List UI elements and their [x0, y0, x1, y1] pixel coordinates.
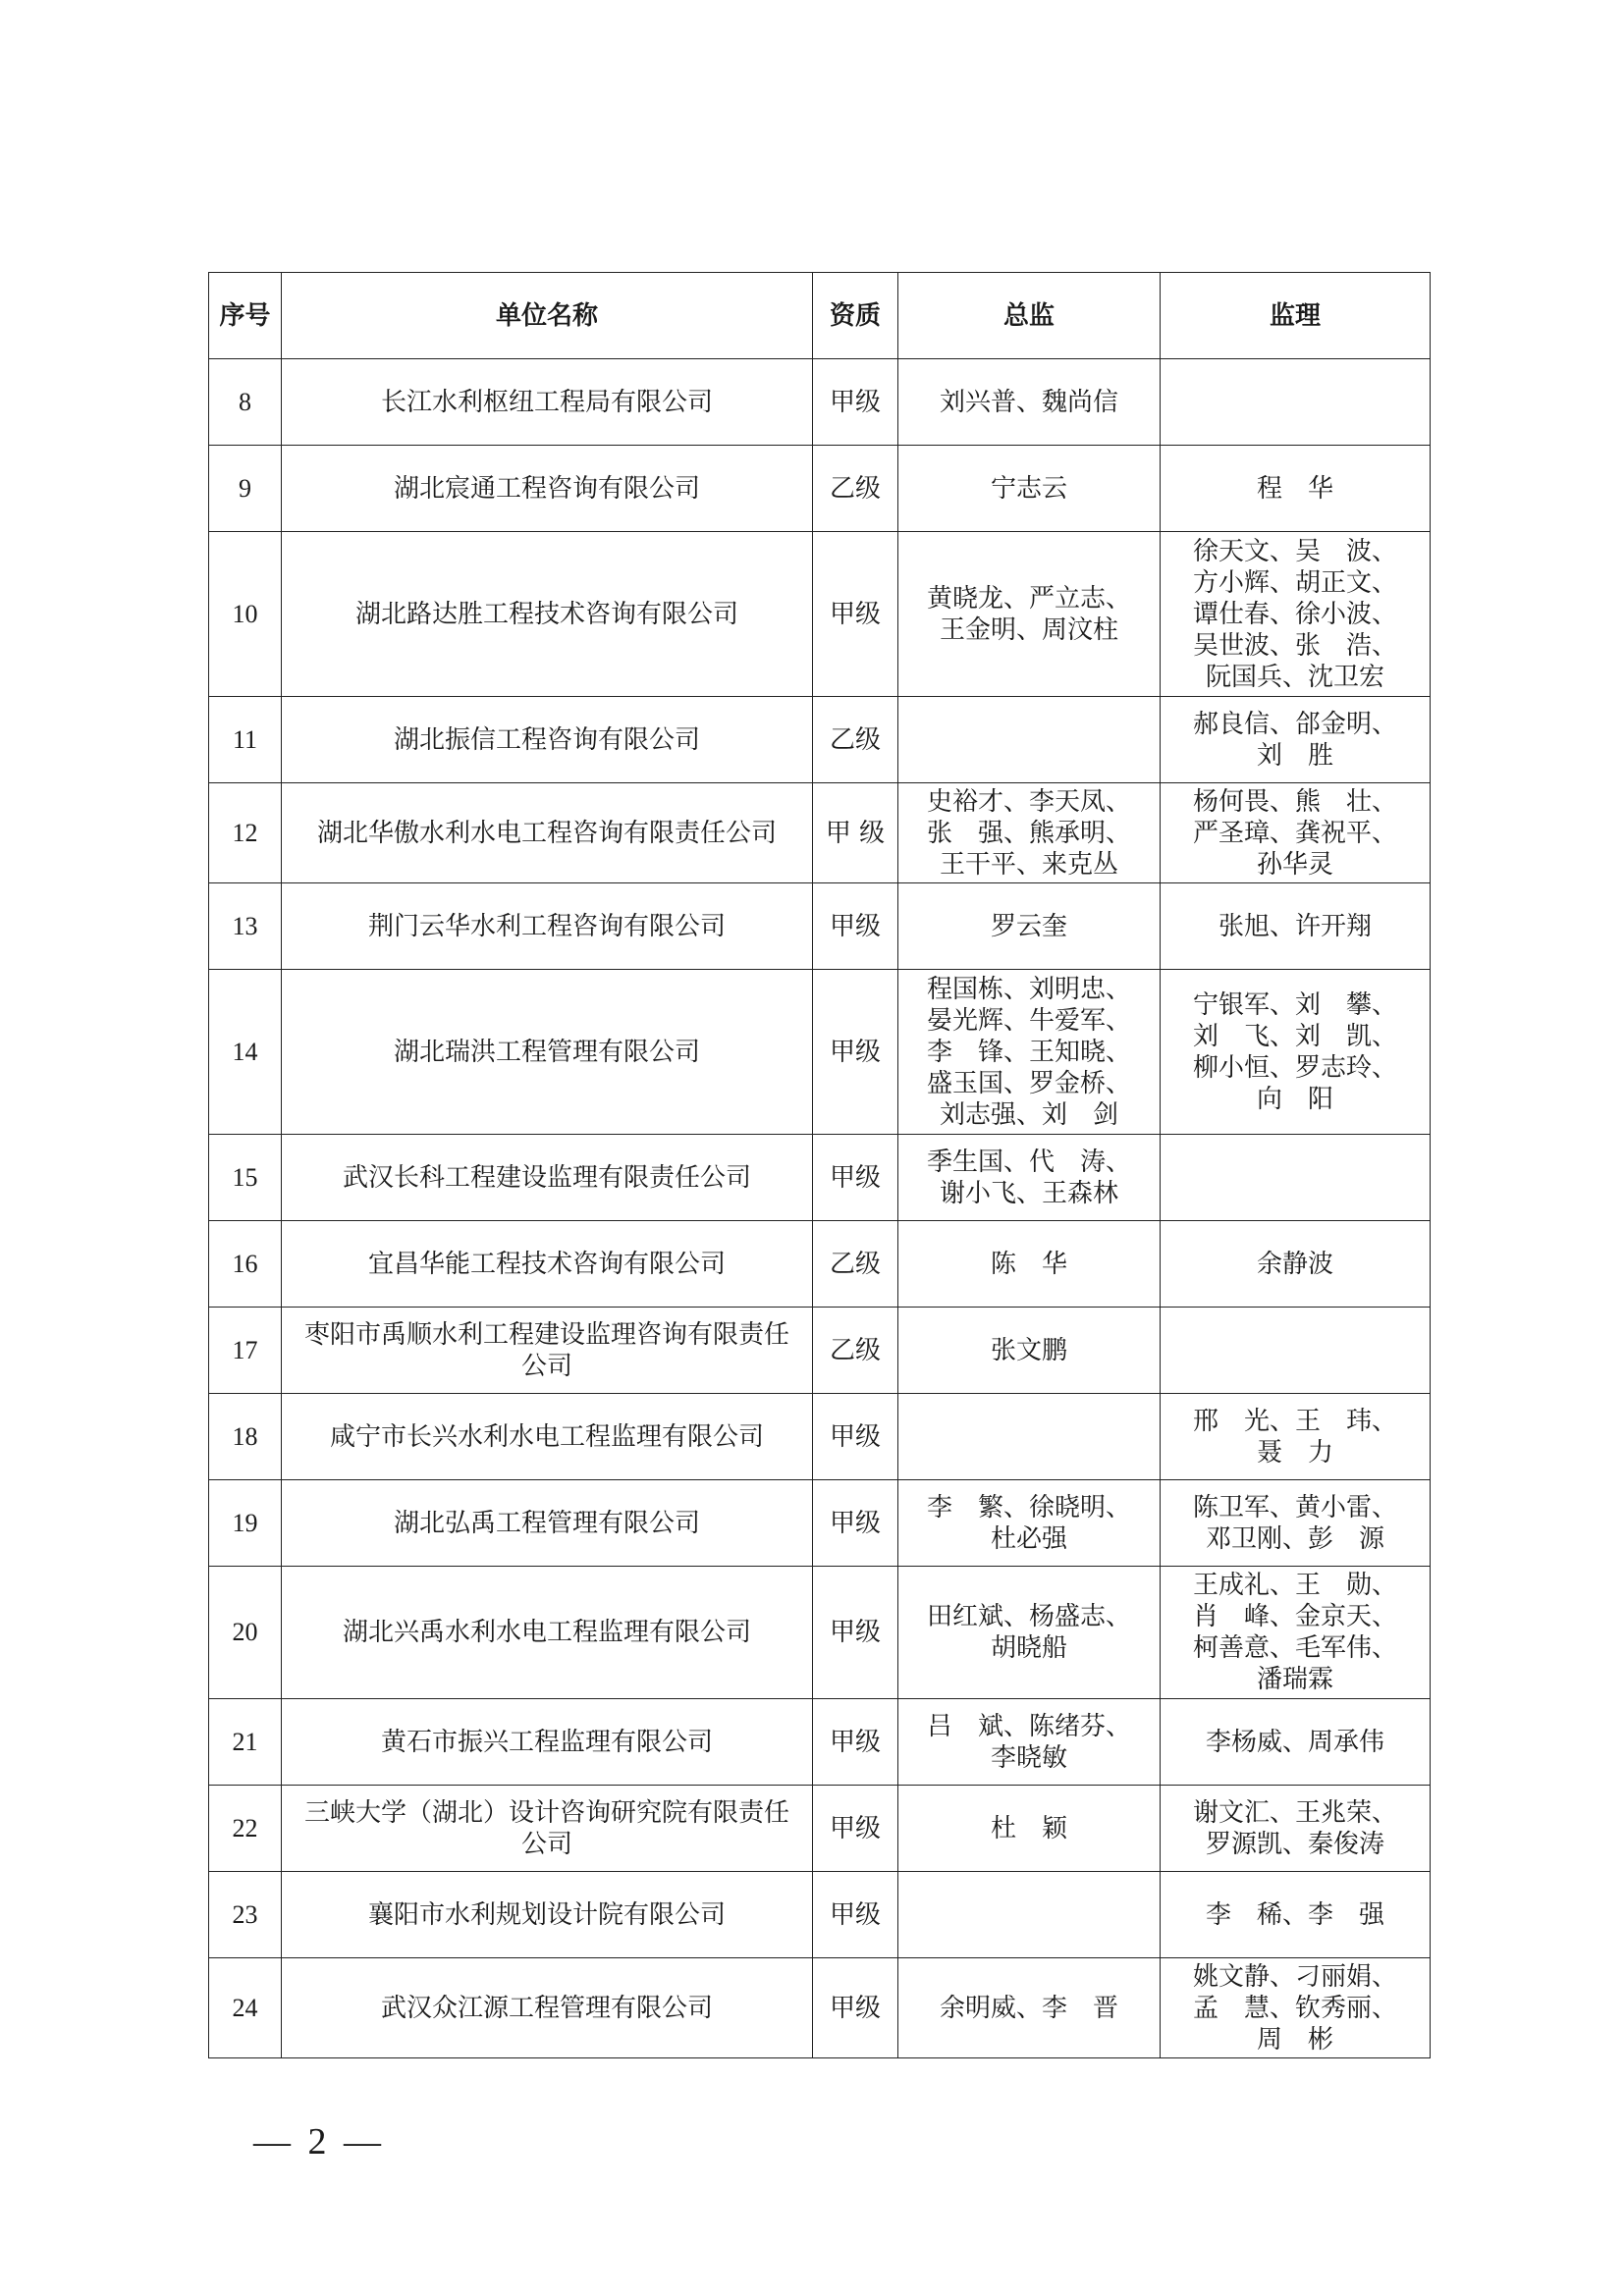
- row-grade-cell: [813, 1958, 898, 2058]
- row-grade-cell-text: 甲级: [829, 1727, 881, 1757]
- row-seq-cell-text: 10: [232, 599, 258, 628]
- row-seq-cell: [209, 1480, 282, 1567]
- row-supervisor-cell: [1161, 1699, 1431, 1786]
- row-chief-supervisor-cell: [898, 1394, 1161, 1480]
- row-unit-name-cell-text: 湖北宸通工程咨询有限公司: [393, 473, 700, 504]
- row-seq-cell: [209, 783, 282, 883]
- row-grade-cell: [813, 446, 898, 532]
- row-unit-name-cell: [282, 446, 813, 532]
- row-supervisor-cell-text: 李 稀、李 强: [1205, 1899, 1384, 1930]
- row-seq-cell-text: 12: [232, 818, 258, 847]
- row-chief-supervisor-cell-text: 张文鹏: [990, 1335, 1067, 1365]
- row-seq-cell-text: 8: [239, 387, 251, 416]
- row-supervisor-cell-text: 王成礼、王 勋、 肖 峰、金京天、 柯善意、毛军伟、 潘瑞霖: [1192, 1571, 1397, 1694]
- row-seq-cell-text: 24: [232, 1993, 258, 2022]
- row-seq-cell-text: 9: [239, 473, 251, 503]
- row-grade-cell: [813, 532, 898, 697]
- row-unit-name-cell-text: 湖北瑞洪工程管理有限公司: [393, 1037, 700, 1067]
- header-unit-name: 单位名称: [282, 273, 813, 359]
- row-grade-cell: [813, 1394, 898, 1480]
- row-grade-cell: [813, 1786, 898, 1872]
- row-grade-cell: [813, 359, 898, 446]
- row-chief-supervisor-cell: [898, 1480, 1161, 1567]
- row-seq-cell: [209, 359, 282, 446]
- row-supervisor-cell-text: 姚文静、刁丽娟、 孟 慧、钦秀丽、 周 彬: [1192, 1961, 1397, 2055]
- row-supervisor-cell-text: 郝良信、郃金明、 刘 胜: [1192, 709, 1397, 771]
- row-seq-cell: [209, 1394, 282, 1480]
- row-grade-cell-text: 甲级: [829, 1813, 881, 1843]
- row-unit-name-cell: [282, 1786, 813, 1872]
- row-supervisor-cell: [1161, 1786, 1431, 1872]
- table-row: [209, 1135, 1431, 1221]
- row-seq-cell-text: 17: [232, 1335, 258, 1364]
- row-supervisor-cell: [1161, 1394, 1431, 1480]
- row-chief-supervisor-cell-text: 刘兴普、魏尚信: [939, 387, 1118, 417]
- row-grade-cell-text: 甲级: [829, 599, 881, 629]
- row-grade-cell-text: 乙级: [829, 1335, 881, 1365]
- header-seq: 序号: [209, 273, 282, 359]
- table-row: [209, 1221, 1431, 1308]
- row-unit-name-cell-text: 湖北路达胜工程技术咨询有限公司: [354, 599, 738, 629]
- row-grade-cell-text: 乙级: [829, 473, 881, 504]
- row-chief-supervisor-cell-text: 程国栋、刘明忠、 晏光辉、牛爱军、 李 锋、王知晓、 盛玉国、罗金桥、 刘志强、刘 剑: [926, 974, 1131, 1130]
- row-unit-name-cell-text: 三峡大学（湖北）设计咨询研究院有限责任 公司: [303, 1797, 789, 1859]
- table-row: [209, 1958, 1431, 2058]
- row-supervisor-cell: [1161, 1480, 1431, 1567]
- table-header-row: [209, 273, 1431, 359]
- row-grade-cell: [813, 1221, 898, 1308]
- table-row: [209, 1699, 1431, 1786]
- row-chief-supervisor-cell: [898, 783, 1161, 883]
- row-supervisor-cell-text: 李杨威、周承伟: [1205, 1727, 1384, 1757]
- row-unit-name-cell-text: 襄阳市水利规划设计院有限公司: [367, 1899, 726, 1930]
- row-chief-supervisor-cell-text: 李 繁、徐晓明、 杜必强: [926, 1492, 1131, 1554]
- row-supervisor-cell-text: 余静波: [1256, 1249, 1333, 1279]
- row-seq-cell-text: 23: [232, 1899, 258, 1929]
- row-grade-cell-text: 乙级: [829, 1249, 881, 1279]
- row-grade-cell-text: 甲级: [829, 1993, 881, 2023]
- row-grade-cell-text: 甲级: [829, 1899, 881, 1930]
- row-unit-name-cell-text: 荆门云华水利工程咨询有限公司: [367, 911, 726, 941]
- row-grade-cell: [813, 1872, 898, 1958]
- table-row: [209, 697, 1431, 783]
- row-supervisor-cell-text: 徐天文、吴 波、 方小辉、胡正文、 谭仕春、徐小波、 吴世波、张 浩、 阮国兵、沈卫宏: [1192, 536, 1397, 692]
- table-row: [209, 783, 1431, 883]
- row-unit-name-cell-text: 湖北弘禹工程管理有限公司: [393, 1508, 700, 1538]
- row-chief-supervisor-cell: [898, 1135, 1161, 1221]
- row-supervisor-cell: [1161, 970, 1431, 1135]
- row-grade-cell-text: 甲 级: [825, 818, 886, 848]
- row-grade-cell: [813, 1567, 898, 1699]
- row-seq-cell: [209, 1958, 282, 2058]
- row-unit-name-cell: [282, 1480, 813, 1567]
- row-seq-cell-text: 20: [232, 1618, 258, 1646]
- row-seq-cell: [209, 883, 282, 970]
- row-grade-cell: [813, 1480, 898, 1567]
- row-chief-supervisor-cell: [898, 1308, 1161, 1394]
- row-chief-supervisor-cell: [898, 1699, 1161, 1786]
- row-chief-supervisor-cell-text: 宁志云: [990, 473, 1067, 504]
- row-seq-cell: [209, 1786, 282, 1872]
- table-row: [209, 1480, 1431, 1567]
- row-supervisor-cell-text: 张旭、许开翔: [1218, 911, 1372, 941]
- row-seq-cell: [209, 1221, 282, 1308]
- row-unit-name-cell-text: 黄石市振兴工程监理有限公司: [380, 1727, 713, 1757]
- row-seq-cell: [209, 1567, 282, 1699]
- row-unit-name-cell-text: 宜昌华能工程技术咨询有限公司: [367, 1249, 726, 1279]
- row-grade-cell: [813, 1308, 898, 1394]
- row-unit-name-cell: [282, 1308, 813, 1394]
- row-unit-name-cell: [282, 359, 813, 446]
- row-unit-name-cell: [282, 1567, 813, 1699]
- header-supervisor: 监理: [1161, 273, 1431, 359]
- row-grade-cell-text: 甲级: [829, 1508, 881, 1538]
- row-unit-name-cell: [282, 970, 813, 1135]
- row-grade-cell: [813, 783, 898, 883]
- table-row: [209, 532, 1431, 697]
- supervision-roster-table: [208, 272, 1431, 2058]
- row-unit-name-cell: [282, 1872, 813, 1958]
- row-grade-cell-text: 甲级: [829, 387, 881, 417]
- row-supervisor-cell-text: 杨何畏、熊 壮、 严圣璋、龚祝平、 孙华灵: [1192, 786, 1397, 880]
- row-chief-supervisor-cell: [898, 1567, 1161, 1699]
- row-unit-name-cell-text: 湖北振信工程咨询有限公司: [393, 724, 700, 755]
- row-grade-cell-text: 甲级: [829, 1618, 881, 1647]
- row-chief-supervisor-cell: [898, 359, 1161, 446]
- row-seq-cell: [209, 970, 282, 1135]
- row-grade-cell-text: 甲级: [829, 1421, 881, 1452]
- row-seq-cell: [209, 697, 282, 783]
- row-unit-name-cell: [282, 1221, 813, 1308]
- row-chief-supervisor-cell: [898, 883, 1161, 970]
- row-unit-name-cell-text: 枣阳市禹顺水利工程建设监理咨询有限责任 公司: [303, 1319, 789, 1381]
- row-seq-cell: [209, 1872, 282, 1958]
- table-body: [209, 359, 1431, 2058]
- row-unit-name-cell: [282, 1699, 813, 1786]
- row-supervisor-cell: [1161, 783, 1431, 883]
- table-row: [209, 1872, 1431, 1958]
- row-chief-supervisor-cell: [898, 1958, 1161, 2058]
- row-supervisor-cell-text: 谢文汇、王兆荣、 罗源凯、秦俊涛: [1192, 1797, 1397, 1859]
- row-chief-supervisor-cell: [898, 1872, 1161, 1958]
- row-chief-supervisor-cell: [898, 1221, 1161, 1308]
- row-supervisor-cell: [1161, 1308, 1431, 1394]
- row-seq-cell-text: 11: [232, 724, 258, 754]
- row-chief-supervisor-cell-text: 田红斌、杨盛志、 胡晓船: [926, 1602, 1131, 1663]
- row-grade-cell: [813, 883, 898, 970]
- row-unit-name-cell-text: 武汉众江源工程管理有限公司: [380, 1993, 713, 2023]
- row-seq-cell: [209, 446, 282, 532]
- table-row: [209, 970, 1431, 1135]
- table-row: [209, 1567, 1431, 1699]
- row-unit-name-cell: [282, 883, 813, 970]
- row-grade-cell-text: 甲级: [829, 911, 881, 941]
- row-chief-supervisor-cell-text: 黄晓龙、严立志、 王金明、周汶柱: [926, 583, 1131, 645]
- row-seq-cell-text: 22: [232, 1813, 258, 1842]
- table-row: [209, 359, 1431, 446]
- row-unit-name-cell-text: 湖北华傲水利水电工程咨询有限责任公司: [316, 818, 777, 848]
- row-grade-cell: [813, 1135, 898, 1221]
- row-unit-name-cell: [282, 697, 813, 783]
- page-number: — 2 —: [253, 2121, 385, 2163]
- table-row: [209, 883, 1431, 970]
- row-unit-name-cell: [282, 1135, 813, 1221]
- row-supervisor-cell: [1161, 1135, 1431, 1221]
- table-row: [209, 446, 1431, 532]
- row-supervisor-cell-text: 程 华: [1256, 473, 1333, 504]
- row-seq-cell: [209, 532, 282, 697]
- row-supervisor-cell: [1161, 1872, 1431, 1958]
- row-seq-cell-text: 15: [232, 1162, 258, 1192]
- row-seq-cell-text: 21: [232, 1727, 258, 1756]
- row-supervisor-cell: [1161, 697, 1431, 783]
- row-chief-supervisor-cell: [898, 697, 1161, 783]
- row-chief-supervisor-cell: [898, 532, 1161, 697]
- row-supervisor-cell: [1161, 1567, 1431, 1699]
- row-unit-name-cell: [282, 1394, 813, 1480]
- row-seq-cell-text: 16: [232, 1249, 258, 1278]
- row-seq-cell: [209, 1308, 282, 1394]
- row-supervisor-cell: [1161, 359, 1431, 446]
- row-seq-cell-text: 19: [232, 1508, 258, 1537]
- row-supervisor-cell-text: 邢 光、王 玮、 聂 力: [1192, 1406, 1397, 1468]
- row-seq-cell: [209, 1699, 282, 1786]
- row-chief-supervisor-cell: [898, 446, 1161, 532]
- row-seq-cell: [209, 1135, 282, 1221]
- row-seq-cell-text: 13: [232, 911, 258, 940]
- row-chief-supervisor-cell-text: 杜 颖: [990, 1813, 1067, 1843]
- row-grade-cell-text: 甲级: [829, 1037, 881, 1067]
- row-seq-cell-text: 14: [232, 1037, 258, 1066]
- row-chief-supervisor-cell-text: 罗云奎: [990, 911, 1067, 941]
- row-unit-name-cell: [282, 1958, 813, 2058]
- row-chief-supervisor-cell: [898, 1786, 1161, 1872]
- table-row: [209, 1308, 1431, 1394]
- row-supervisor-cell: [1161, 1958, 1431, 2058]
- header-chief-supervisor: 总监: [898, 273, 1161, 359]
- row-seq-cell-text: 18: [232, 1421, 258, 1451]
- row-chief-supervisor-cell: [898, 970, 1161, 1135]
- row-grade-cell-text: 甲级: [829, 1162, 881, 1193]
- row-grade-cell: [813, 697, 898, 783]
- row-grade-cell: [813, 1699, 898, 1786]
- header-grade: 资质: [813, 273, 898, 359]
- row-unit-name-cell-text: 武汉长科工程建设监理有限责任公司: [342, 1162, 751, 1193]
- row-chief-supervisor-cell-text: 史裕才、李天凤、 张 强、熊承明、 王干平、来克丛: [926, 786, 1131, 880]
- row-unit-name-cell-text: 湖北兴禹水利水电工程监理有限公司: [342, 1618, 751, 1647]
- row-supervisor-cell: [1161, 446, 1431, 532]
- row-supervisor-cell: [1161, 1221, 1431, 1308]
- row-chief-supervisor-cell-text: 吕 斌、陈绪芬、 李晓敏: [926, 1711, 1131, 1773]
- row-chief-supervisor-cell-text: 余明威、李 晋: [939, 1993, 1118, 2023]
- row-supervisor-cell: [1161, 883, 1431, 970]
- row-chief-supervisor-cell-text: 陈 华: [990, 1249, 1067, 1279]
- row-unit-name-cell-text: 长江水利枢纽工程局有限公司: [380, 387, 713, 417]
- table-row: [209, 1394, 1431, 1480]
- row-supervisor-cell: [1161, 532, 1431, 697]
- row-unit-name-cell: [282, 783, 813, 883]
- row-supervisor-cell-text: 陈卫军、黄小雷、 邓卫刚、彭 源: [1192, 1492, 1397, 1554]
- row-grade-cell-text: 乙级: [829, 724, 881, 755]
- row-unit-name-cell-text: 咸宁市长兴水利水电工程监理有限公司: [329, 1421, 764, 1452]
- row-supervisor-cell-text: 宁银军、刘 攀、 刘 飞、刘 凯、 柳小恒、罗志玲、 向 阳: [1192, 989, 1397, 1114]
- row-unit-name-cell: [282, 532, 813, 697]
- row-chief-supervisor-cell-text: 季生国、代 涛、 谢小飞、王森林: [926, 1147, 1131, 1208]
- row-grade-cell: [813, 970, 898, 1135]
- table-row: [209, 1786, 1431, 1872]
